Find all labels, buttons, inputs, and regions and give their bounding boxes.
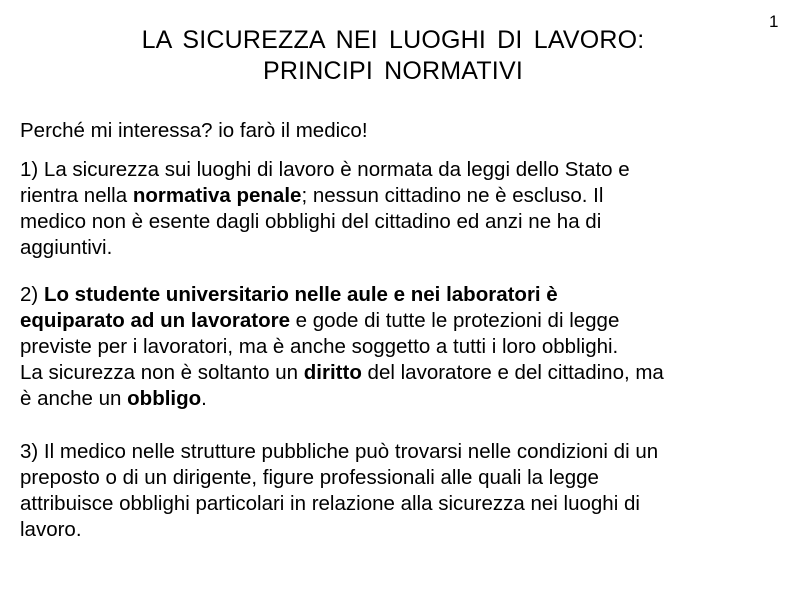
point-2-line-2-post: e gode di tutte le protezioni di legge	[289, 309, 620, 332]
diritto-emphasis: diritto	[303, 361, 362, 384]
point-2-paragraph	[20, 282, 790, 412]
point-1-line-4: aggiuntivi.	[20, 236, 113, 259]
point-1-line-2-pre: rientra nella	[20, 184, 133, 207]
point-2-line-4	[20, 360, 790, 386]
point-2-line-3: previste per i lavoratori, ma è anche soggetto a tutti i loro obblighi.	[20, 335, 619, 358]
obbligo-emphasis: obbligo	[127, 387, 202, 410]
point-2-line-5	[20, 386, 790, 412]
point-3-line-4: lavoro.	[20, 518, 82, 541]
normativa-penale-emphasis: normativa penale	[132, 184, 302, 207]
point-1-line-1: 1) La sicurezza sui luoghi di lavoro è normata da leggi dello Stato e	[20, 158, 630, 181]
point-2-line-2	[20, 308, 790, 334]
point-1-line-3: medico non è esente dagli obblighi del cittadino ed anzi ne ha di	[20, 210, 602, 233]
equiparato-emphasis: equiparato ad un lavoratore	[20, 309, 290, 332]
point-3-line-1: 3) Il medico nelle strutture pubbliche può trovarsi nelle condizioni di un	[20, 440, 659, 463]
point-2-number: 2)	[20, 283, 44, 306]
intro-question	[20, 118, 790, 144]
point-2-line-1	[20, 282, 790, 308]
point-2-line-5-pre: è anche un	[20, 387, 128, 410]
point-1-paragraph	[20, 157, 790, 261]
point-3-line-3: attribuisce obblighi particolari in relazione alla sicurezza nei luoghi di	[20, 492, 640, 515]
point-2-line-5-post: .	[201, 387, 207, 410]
intro-text: Perché mi interessa? io farò il medico!	[20, 119, 368, 142]
point-2-line-4-post: del lavoratore e del cittadino, ma	[361, 361, 664, 384]
point-3-paragraph	[20, 439, 790, 543]
title-line-2: PRINCIPI NORMATIVI	[263, 57, 523, 85]
slide-title	[0, 25, 786, 87]
point-2-line-4-pre: La sicurezza non è soltanto un	[20, 361, 304, 384]
point-1-line-2	[20, 183, 790, 209]
title-line-1: LA SICUREZZA NEI LUOGHI DI LAVORO:	[141, 26, 645, 54]
point-3-line-2: preposto o di un dirigente, figure professionali alle quali la legge	[20, 466, 599, 489]
student-statement-emphasis: Lo studente universitario nelle aule e nei laboratori è	[43, 283, 558, 306]
page-number: 1	[769, 12, 779, 31]
point-1-line-2-post: ; nessun cittadino ne è escluso. Il	[301, 184, 604, 207]
